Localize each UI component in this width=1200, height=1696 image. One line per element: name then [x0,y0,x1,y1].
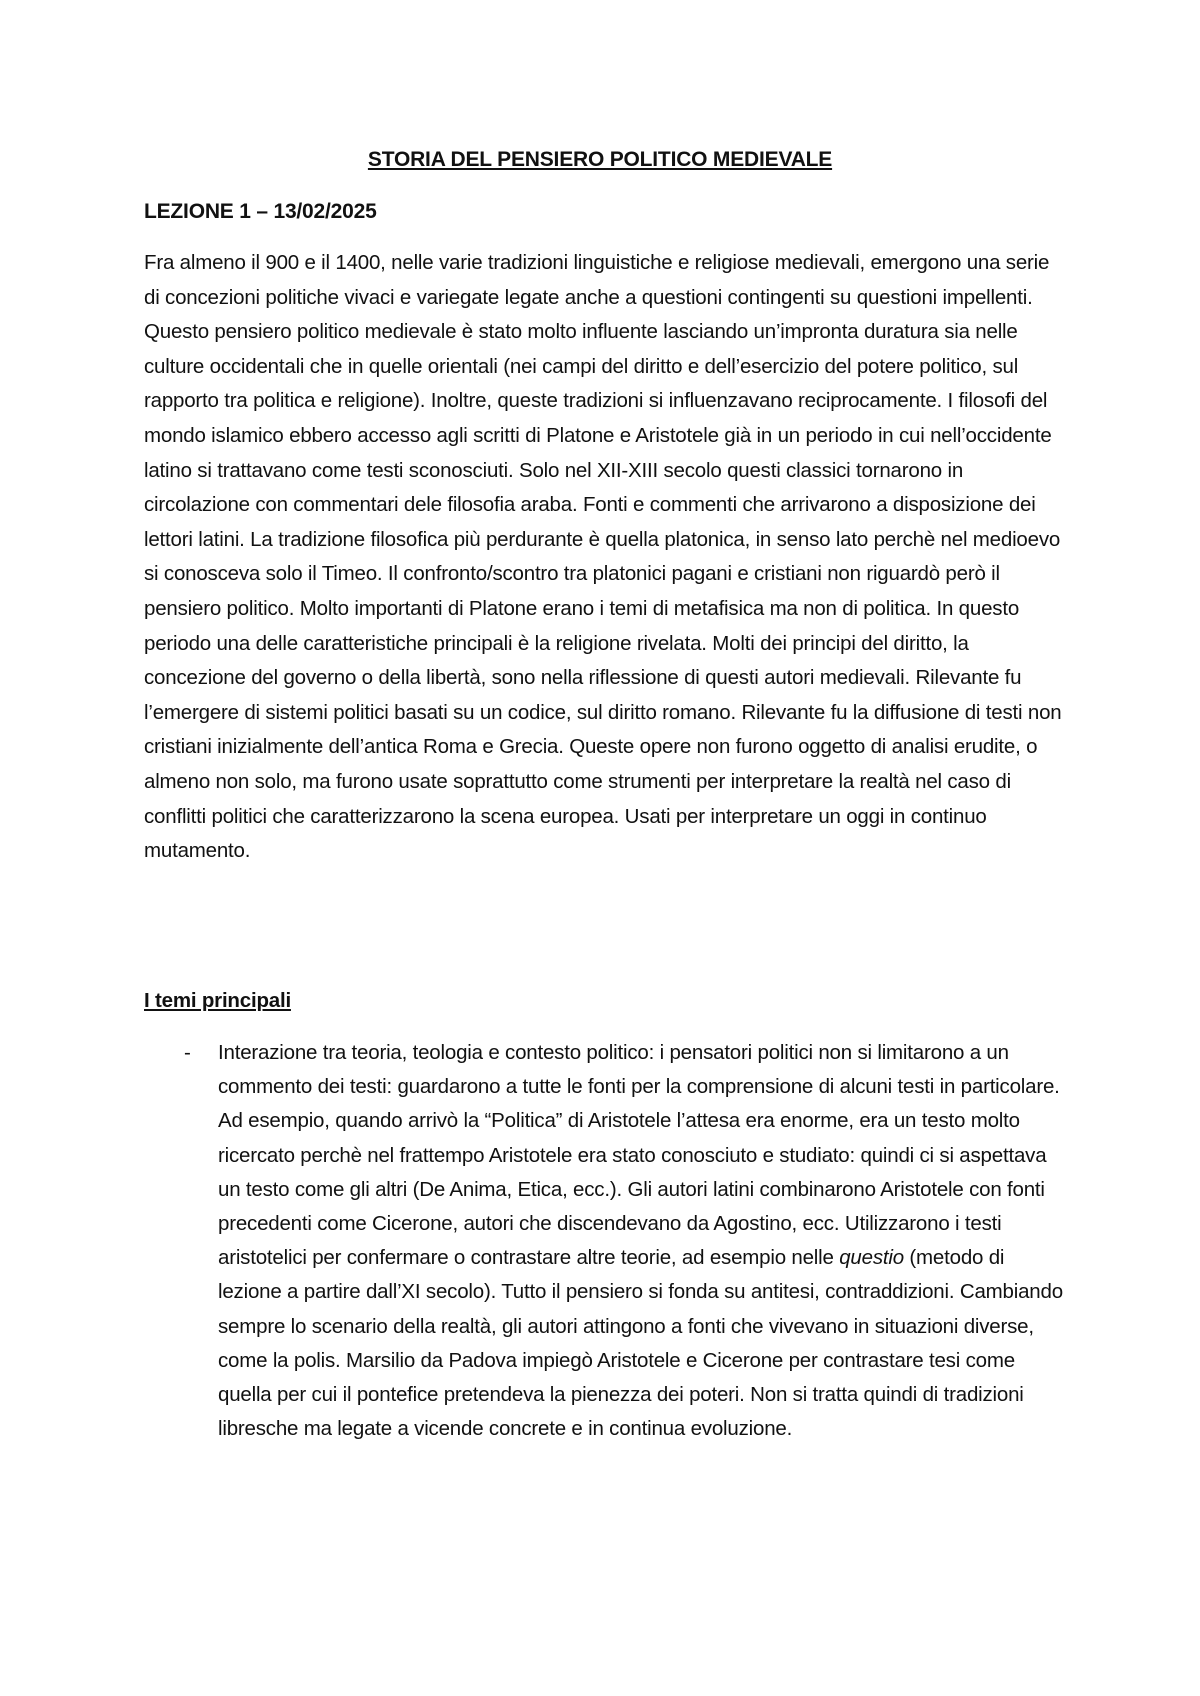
bullet-list [144,1036,1064,1446]
document-title: STORIA DEL PENSIERO POLITICO MEDIEVALE [367,148,833,171]
lesson-heading: LEZIONE 1 – 13/02/2025 [144,200,377,223]
section-heading: I temi principali [144,989,291,1012]
italic-term: questio [839,1246,904,1270]
bullet-text [218,1036,1064,1446]
bullet-dash-icon: - [184,1041,191,1064]
intro-paragraph: Fra almeno il 900 e il 1400, nelle varie tradizioni linguistiche e religiose medievali, emergono una serie di concezioni politiche vivaci e variegate legate anche a questioni contingenti su questioni impellenti. Questo pensiero politico medievale è stato molto influente lasciando un’impronta duratura sia nelle culture occidentali che in quelle orientali (nei campi del diritto e dell’esercizio del potere politico, sul rapporto tra politica e religione). Inoltre, queste tradizioni si influenzavano reciprocamente. I filosofi del mondo islamico ebbero accesso agli scritti di Platone e Aristotele già in un periodo in cui nell’occidente latino si trattavano come testi sconosciuti. Solo nel XII-XIII secolo questi classici tornarono in circolazione con commentari dele filosofia araba. Fonti e commenti che arrivarono a disposizione dei lettori latini. La tradizione filosofica più perdurante è quella platonica, in senso lato perchè nel medioevo si conosceva solo il Timeo. Il confronto/scontro tra platonici pagani e cristiani non riguardò però il pensiero politico. Molto importanti di Platone erano i temi di metafisica ma non di politica. In questo periodo una delle caratteristiche principali è la religione rivelata. Molti dei principi del diritto, la concezione del governo o della libertà, sono nella riflessione di questi autori medievali. Rilevante fu l’emergere di sistemi politici basati su un codice, sul diritto romano. Rilevante fu la diffusione di testi non cristiani inizialmente dell’antica Roma e Grecia. Queste opere non furono oggetto di analisi erudite, o almeno non solo, ma furono usate soprattutto come strumenti per interpretare la realtà nel caso di conflitti politici che caratterizzarono la scena europea. Usati per interpretare un oggi in continuo mutamento. [144,251,1062,863]
bullet-text-part-2: (metodo di lezione a partire dall’XI secolo). Tutto il pensiero si fonda su antitesi, contraddizioni. Cambiando sempre lo scenario della realtà, gli autori attingono a fonti che vivevano in situazioni diverse, come la polis. Marsilio da Padova impiegò Aristotele e Cicerone per contrastare tesi come quella per cui il pontefice pretendeva la pienezza dei poteri. Non si tratta quindi di tradizioni libresche ma legate a vicende concrete e in continua evoluzione. [218,1246,1063,1441]
bullet-text-part-1: Interazione tra teoria, teologia e contesto politico: i pensatori politici non si limitarono a un commento dei testi: guardarono a tutte le fonti per la comprensione di alcuni testi in particolare. Ad esempio, quando arrivò la “Politica” di Aristotele l’attesa era enorme, era un testo molto ricercato perchè nel frattempo Aristotele era stato conosciuto e studiato: quindi ci si aspettava un testo come gli altri (De Anima, Etica, ecc.). Gli autori latini combinarono Aristotele con fonti precedenti come Cicerone, autori che discendevano da Agostino, ecc. Utilizzarono i testi aristotelici per confermare o contrastare altre teorie, ad esempio nelle [218,1041,1060,1270]
list-item [144,1036,1064,1446]
